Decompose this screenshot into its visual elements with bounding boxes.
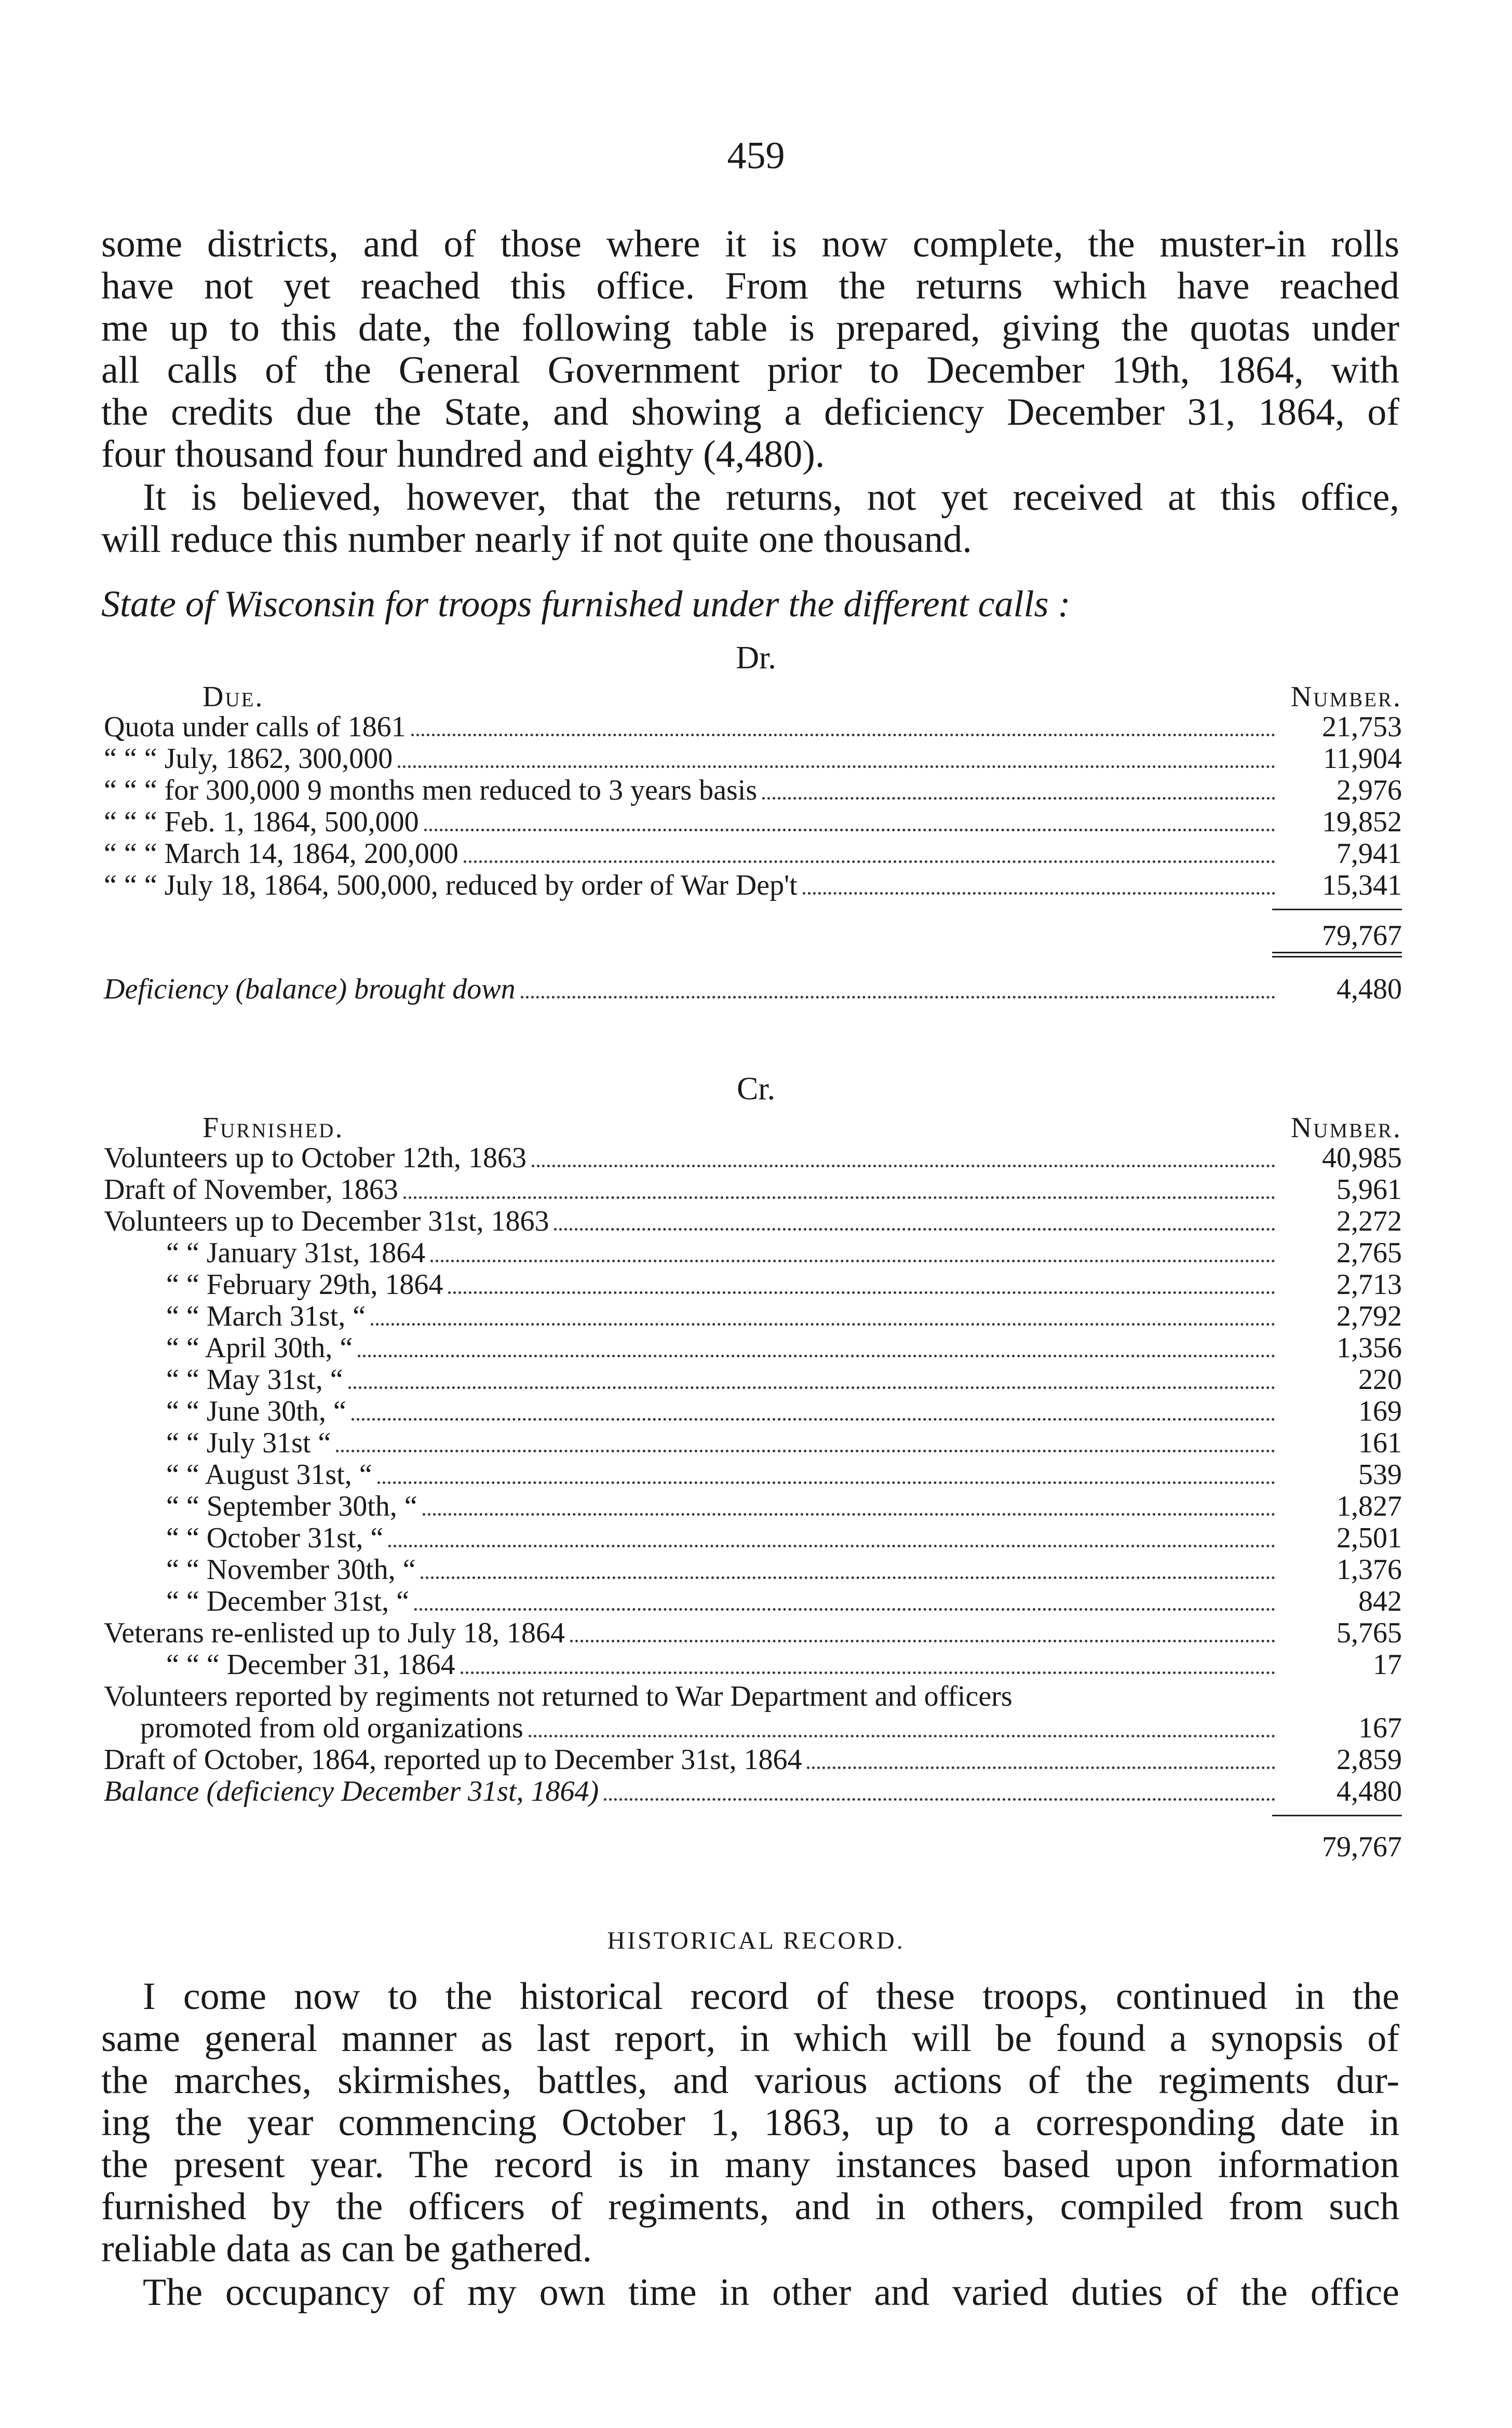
table-row [104, 1142, 1402, 1174]
text-line: same general manner as last report, in which will be found a synopsis of [101, 2017, 1399, 2060]
table-row [104, 1554, 1402, 1586]
text-line: all calls of the General Government prior to December 19th, 1864, with [101, 349, 1399, 392]
dot-leader [403, 1196, 1275, 1199]
row-value: 4,480 [1336, 973, 1402, 1005]
debit-table [104, 680, 1402, 1005]
dot-leader [762, 797, 1275, 800]
dot-leader [570, 1639, 1275, 1642]
row-label: “ “ June 30th, “ [166, 1395, 346, 1427]
total-value: 79,767 [1322, 1831, 1402, 1863]
dot-leader [424, 828, 1275, 831]
dot-leader [604, 1798, 1275, 1801]
row-value: 539 [1358, 1459, 1402, 1491]
dot-leader [521, 995, 1275, 999]
dot-leader [348, 1386, 1275, 1389]
dot-leader [371, 1323, 1275, 1326]
historical-paragraph [101, 1976, 1399, 2270]
credit-header [104, 1111, 1402, 1142]
dot-leader [430, 1259, 1275, 1262]
table-row [104, 1776, 1402, 1807]
total-row [104, 920, 1402, 952]
row-value: 167 [1358, 1712, 1402, 1744]
cr-heading: Cr. [736, 1071, 776, 1107]
dot-leader [461, 1671, 1275, 1674]
belief-paragraph [101, 477, 1399, 561]
row-label: Quota under calls of 1861 [104, 711, 406, 743]
dr-heading: Dr. [736, 640, 776, 676]
text-line: ing the year commencing October 1, 1863, up to a corresponding date in [101, 2101, 1399, 2144]
section-title: HISTORICAL RECORD. [607, 1927, 905, 1954]
table-row [104, 1712, 1402, 1744]
credit-table [104, 1111, 1402, 1863]
text-line: will reduce this number nearly if not quite one thousand. [101, 518, 972, 561]
row-label: “ “ July 31st “ [166, 1427, 331, 1459]
dot-leader [448, 1291, 1275, 1294]
row-value: 17 [1373, 1649, 1402, 1681]
row-label: “ “ “ March 14, 1864, 200,000 [104, 838, 458, 870]
row-label: promoted from old organizations [140, 1712, 523, 1744]
text-line: have not yet reached this office. From the returns which have reached [101, 265, 1399, 307]
row-value: 7,941 [1336, 838, 1402, 870]
row-value: 842 [1358, 1585, 1402, 1617]
row-label: “ “ November 30th, “ [166, 1554, 416, 1586]
table-row [104, 775, 1402, 806]
row-label: “ “ August 31st, “ [166, 1459, 372, 1491]
row-value: 15,341 [1322, 869, 1402, 901]
row-label: “ “ April 30th, “ [166, 1332, 353, 1364]
row-label: “ “ December 31st, “ [166, 1585, 409, 1617]
dot-leader [377, 1481, 1275, 1484]
row-value: 1,376 [1336, 1554, 1402, 1586]
table-row [104, 1491, 1402, 1522]
row-label: “ “ “ July, 1862, 300,000 [104, 743, 393, 775]
text-line: the present year. The record is in many instances based upon information [101, 2143, 1399, 2186]
row-label: Balance (deficiency December 31st, 1864) [104, 1775, 599, 1807]
table-row [104, 1174, 1402, 1206]
row-label: Veterans re-enlisted up to July 18, 1864 [104, 1617, 565, 1649]
table-row [104, 1364, 1402, 1396]
row-value: 2,501 [1336, 1522, 1402, 1554]
row-value: 1,356 [1336, 1332, 1402, 1364]
row-value: 2,272 [1336, 1205, 1402, 1237]
dot-leader [807, 1766, 1275, 1769]
table-row [104, 1396, 1402, 1427]
dot-leader [398, 765, 1275, 768]
dot-leader [388, 1544, 1275, 1547]
table-row [104, 838, 1402, 870]
table-row [104, 806, 1402, 838]
text-line: I come now to the historical record of these troops, continued in the [143, 1975, 1399, 2018]
dot-leader [803, 892, 1275, 895]
text-line: the marches, skirmishes, battles, and various actions of the regiments dur- [101, 2059, 1399, 2102]
row-label: Volunteers reported by regiments not returned to War Department and officers [104, 1680, 1013, 1712]
number-column-header: Number. [1290, 681, 1402, 713]
table-row [104, 1649, 1402, 1681]
text-line: me up to this date, the following table is prepared, giving the quotas under [101, 307, 1399, 349]
text-line: reliable data as can be gathered. [101, 2228, 592, 2270]
row-label: “ “ February 29th, 1864 [166, 1269, 443, 1301]
dot-leader [464, 860, 1275, 863]
table-row [104, 1459, 1402, 1491]
row-value: 21,753 [1322, 711, 1402, 743]
intro-paragraph [101, 223, 1399, 476]
table-row [104, 870, 1402, 901]
total-value: 79,767 [1322, 920, 1402, 952]
row-value: 40,985 [1322, 1142, 1402, 1174]
row-label: “ “ “ July 18, 1864, 500,000, reduced by order of War Dep't [104, 869, 798, 901]
total-row [104, 1831, 1402, 1863]
table-row [104, 1332, 1402, 1364]
row-label: “ “ September 30th, “ [166, 1490, 417, 1522]
dot-leader [358, 1354, 1275, 1357]
table-row [104, 1427, 1402, 1459]
debit-header [104, 680, 1402, 711]
table-title: State of Wisconsin for troops furnished under the different calls : [101, 583, 1071, 625]
row-value: 1,827 [1336, 1490, 1402, 1522]
row-label: “ “ “ Feb. 1, 1864, 500,000 [104, 806, 419, 838]
table-row [104, 1522, 1402, 1554]
sum-rule [104, 909, 1402, 920]
dot-leader [529, 1734, 1275, 1737]
page-number: 459 [727, 134, 785, 177]
table-row [104, 1617, 1402, 1649]
row-value: 19,852 [1322, 806, 1402, 838]
row-value: 11,904 [1323, 743, 1402, 775]
row-label: “ “ “ December 31, 1864 [166, 1649, 455, 1681]
table-row [104, 1744, 1402, 1776]
table-row [104, 1269, 1402, 1301]
row-value: 4,480 [1336, 1775, 1402, 1807]
sum-rule [104, 1815, 1402, 1826]
row-label: “ “ “ for 300,000 9 months men reduced to 3 years basis [104, 774, 758, 806]
balance-row [104, 974, 1402, 1005]
row-value: 5,765 [1336, 1617, 1402, 1649]
row-value: 161 [1358, 1427, 1402, 1459]
dot-leader [423, 1513, 1275, 1516]
text-line: the credits due the State, and showing a deficiency December 31, 1864, of [101, 391, 1399, 434]
row-value: 2,713 [1336, 1269, 1402, 1301]
row-value: 220 [1358, 1364, 1402, 1396]
row-value: 2,859 [1336, 1744, 1402, 1776]
double-rule [104, 952, 1402, 963]
row-label: Volunteers up to October 12th, 1863 [104, 1142, 526, 1174]
table-row [104, 1586, 1402, 1617]
row-label: “ “ October 31st, “ [166, 1522, 384, 1554]
text-line: The occupancy of my own time in other and varied duties of the office [143, 2271, 1399, 2314]
row-value: 169 [1358, 1395, 1402, 1427]
row-label: “ “ March 31st, “ [166, 1300, 366, 1332]
dot-leader [352, 1418, 1275, 1421]
dot-leader [554, 1228, 1275, 1231]
row-label: Draft of October, 1864, reported up to December 31st, 1864 [104, 1744, 802, 1776]
row-label: Deficiency (balance) brought down [104, 973, 516, 1005]
row-label: “ “ May 31st, “ [166, 1364, 343, 1396]
furnished-column-header: Furnished. [203, 1112, 344, 1144]
text-line: furnished by the officers of regiments, and in others, compiled from such [101, 2186, 1399, 2228]
text-line: some districts, and of those where it is now complete, the muster-in rolls [101, 223, 1399, 265]
table-row [104, 1206, 1402, 1237]
dot-leader [411, 733, 1275, 736]
text-line: four thousand four hundred and eighty (4,480). [101, 433, 825, 476]
text-line: It is believed, however, that the returns, not yet received at this office, [143, 476, 1399, 519]
row-label: Draft of November, 1863 [104, 1173, 398, 1206]
dot-leader [414, 1608, 1275, 1611]
closing-paragraph [101, 2272, 1399, 2314]
row-value: 2,976 [1336, 774, 1402, 806]
table-row [104, 1301, 1402, 1332]
row-value: 5,961 [1336, 1173, 1402, 1206]
row-label: Volunteers up to December 31st, 1863 [104, 1205, 549, 1237]
due-column-header: Due. [203, 681, 264, 713]
dot-leader [336, 1449, 1275, 1452]
number-column-header: Number. [1290, 1112, 1402, 1144]
dot-leader [421, 1576, 1275, 1579]
table-row [104, 743, 1402, 775]
dot-leader [532, 1164, 1275, 1167]
table-row [104, 711, 1402, 743]
row-value: 2,765 [1336, 1237, 1402, 1269]
table-row [104, 1237, 1402, 1269]
row-value: 2,792 [1336, 1300, 1402, 1332]
row-label: “ “ January 31st, 1864 [166, 1237, 426, 1269]
table-row [104, 1681, 1402, 1712]
